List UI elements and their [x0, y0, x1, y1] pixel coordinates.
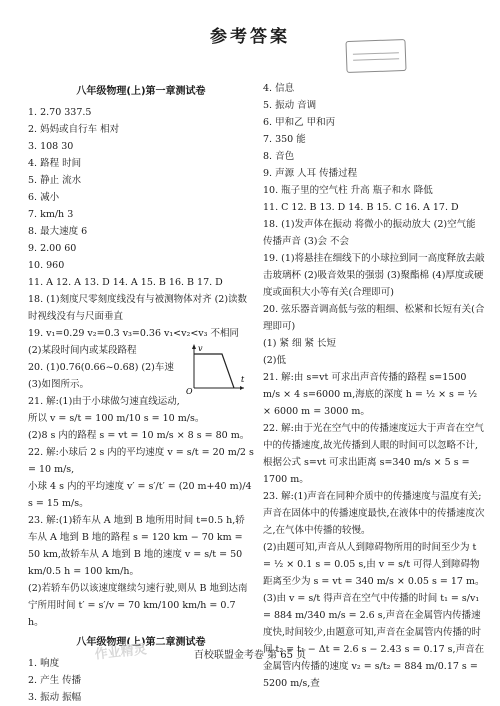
answer-line: 8. 最大速度 6 [28, 226, 88, 237]
answer-line: (3)如图所示。 [28, 379, 89, 390]
answer-line: 1. 响度 [28, 658, 60, 669]
answer-line: 1. 2.70 337.5 [28, 107, 92, 118]
answer-line: 19. v₁=0.29 v₂=0.3 v₃=0.36 v₁<v₂<v₃ 不相同 (2)某段时间内或某段路程 [28, 328, 239, 356]
answer-line: 22. 解:由于光在空气中的传播速度远大于声音在空气中的传播速度,故光传播到人眼的时间可以忽略不计,根据公式 s=vt 可求出距离 s=340 m/s × 5 s = 1700 m。 [263, 423, 484, 485]
watermark-logo: 作业精灵 [94, 642, 148, 663]
answer-line: 21. 解:由 s=vt 可求出声音传播的路程 s=1500 m/s × 4 s=6000 m,海底的深度 h = ½ × s = ½ × 6000 m = 3000 m。 [263, 372, 478, 417]
answer-line: 2. 产生 传播 [28, 675, 82, 686]
answer-line: (2)若轿车仍以该速度继续匀速行驶,则从 B 地到达南宁所用时间 t′ = s′/v = 70 km/100 km/h = 0.7 h。 [28, 583, 248, 628]
answer-line: 18. (1)发声体在振动 将微小的振动放大 (2)空气能传播声音 (3)会 不会 [263, 219, 476, 247]
answer-line: 9. 声源 人耳 传播过程 [263, 168, 358, 179]
answer-line: 5. 静止 流水 [28, 175, 82, 186]
answer-line: (1) 紧 细 紧 长短 [263, 338, 337, 349]
answer-line: 23. 解:(1)声音在同种介质中的传播速度与温度有关;声音在固体中的传播速度最快,在液体中的传播速度次之,在气体中传播的较慢。 [263, 491, 485, 536]
velocity-time-graph [186, 342, 248, 394]
section-title-chapter1: 八年级物理(上)第一章测试卷 [76, 86, 206, 97]
right-column [263, 80, 485, 689]
answer-line: 7. km/h 3 [28, 209, 74, 220]
graph-y-label: v [198, 344, 203, 353]
answer-line: 22. 解:小球后 2 s 内的平均速度 v = s/t = 20 m/2 s = 10 m/s, [28, 447, 254, 475]
answer-line: 所以 v = s/t = 100 m/10 s = 10 m/s。 [28, 413, 205, 424]
section-title-chapter2: 八年级物理(上)第二章测试卷 [76, 637, 206, 648]
answer-line: 10. 瓶子里的空气柱 升高 瓶子和水 降低 [263, 185, 433, 196]
answer-line: 3. 振动 振幅 [28, 692, 82, 703]
page-title: 参考答案 [210, 27, 290, 47]
answer-line: 19. (1)将悬挂在细线下的小球拉到同一高度释放去敲击玻璃杯 (2)吸音效果的强弱 (3)聚酯棉 (4)厚度或硬度或面积大小等有关(合理即可) [263, 253, 485, 298]
graph-origin-label: O [186, 387, 193, 396]
answer-line: 小球 4 s 内的平均速度 v′ = s′/t′ = (20 m+40 m)/4 s = 15 m/s。 [28, 481, 252, 509]
answer-line: 20. 弦乐器音调高低与弦的粗细、松紧和长短有关(合理即可) [263, 304, 485, 332]
answer-line: 8. 音色 [263, 151, 295, 162]
graph-x-label: t [241, 375, 245, 384]
answer-line: 7. 350 能 [263, 134, 306, 145]
page-footer: 百校联盟金考卷 第 65 页 [193, 650, 307, 661]
answer-line: 9. 2.00 60 [28, 243, 77, 254]
answer-line: (2)8 s 内的路程 s = vt = 10 m/s × 8 s = 80 m。 [28, 430, 250, 441]
answer-line: 11. A 12. A 13. D 14. A 15. B 16. B 17. D [28, 277, 223, 288]
answer-line: 2. 妈妈或自行车 相对 [28, 124, 120, 135]
answer-line: 4. 信息 [263, 83, 295, 94]
answer-line: (2)低 [263, 355, 286, 366]
answer-line: 23. 解:(1)轿车从 A 地到 B 地所用时间 t=0.5 h,轿车从 A 地到 B 地的路程 s = 120 km − 70 km = 50 km,故轿车从 A 地到 B 地的速度 v = s/t = 50 km/0.5 h = 100 km/h。 [28, 515, 245, 577]
answer-line: 6. 减小 [28, 192, 60, 203]
answer-line: 5. 振动 音调 [263, 100, 317, 111]
answer-line: 6. 甲和乙 甲和丙 [263, 117, 336, 128]
answer-line: 3. 108 30 [28, 141, 74, 152]
stamp-logo [345, 39, 406, 73]
answer-line: 4. 路程 时间 [28, 158, 82, 169]
answer-line: 11. C 12. B 13. D 14. B 15. C 16. A 17. D [263, 202, 459, 213]
answer-line: (3)由 v = s/t 得声音在空气中传播的时间 t₁ = s/v₁ = 884 m/340 m/s = 2.6 s,声音在金属管内传播速度快,时间较少,由题意可知,声音在金属管内传播的时间 t₂ = t₁ − Δt = 2.6 s − 2.43 s = 0.17 s,声音在金属管内传播的速度 v₂ = s/t₂ = 884 m/0.17 s = 5200 m/s,查 [263, 593, 485, 689]
answer-line: 10. 960 [28, 260, 65, 271]
answer-line: 20. (1)0.76(0.66~0.68) (2)车速 [28, 362, 174, 373]
answer-line: 21. 解:(1)由于小球做匀速直线运动, [28, 396, 180, 407]
answer-line: 18. (1)刻度尺零刻度线没有与被测物体对齐 (2)读数时视线没有与尺面垂直 [28, 294, 248, 322]
answer-line: (2)由题可知,声音从人到障碍物所用的时间至少为 t = ½ × 0.1 s = 0.05 s,由 v = s/t 可得人到障碍物距离至少为 s = vt = 340 m/s × 0.05 s = 17 m。 [263, 542, 485, 587]
